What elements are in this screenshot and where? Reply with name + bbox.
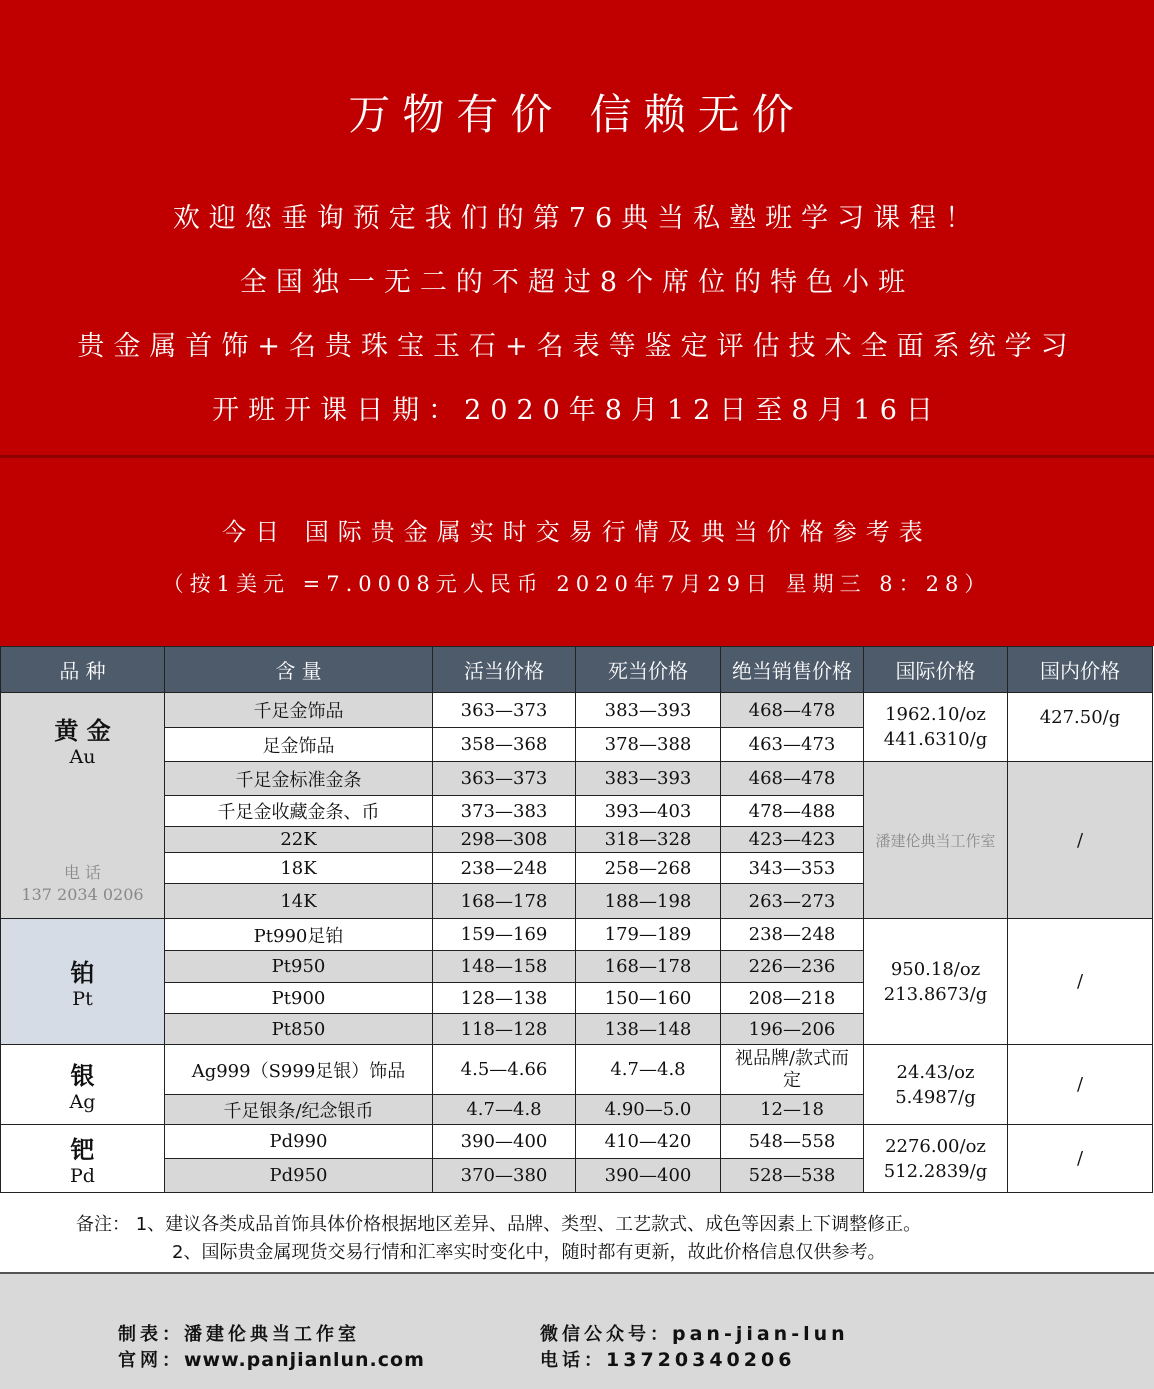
table-title: 今日 国际贵金属实时交易行情及典当价格参考表	[222, 518, 932, 546]
gold-intl-price-cell	[864, 693, 1008, 762]
dead-price-cell: 168—178	[576, 951, 721, 983]
col-header-content: 含 量	[165, 647, 433, 693]
live-price-cell: 363—373	[433, 762, 576, 796]
sale-price-cell: 343—353	[721, 853, 864, 884]
gold-phone-label: 电 话	[63, 863, 102, 882]
phone-row	[540, 1346, 795, 1372]
promo-line-3: 贵金属首饰+名贵珠宝玉石+名表等鉴定评估技术全面系统学习	[77, 331, 1077, 362]
content-cell: Pd990	[165, 1125, 433, 1159]
gold-intl-g: 441.6310/g	[883, 729, 988, 750]
live-price-cell: 128—138	[433, 983, 576, 1014]
dead-price-cell: 383—393	[576, 762, 721, 796]
live-price-cell: 148—158	[433, 951, 576, 983]
silver-name: 银	[70, 1062, 95, 1090]
dead-price-cell: 4.90—5.0	[576, 1095, 721, 1125]
dead-price-cell: 410—420	[576, 1125, 721, 1159]
sale-price-cell: 263—273	[721, 884, 864, 919]
live-price-cell: 370—380	[433, 1159, 576, 1193]
live-price-cell: 373—383	[433, 796, 576, 827]
col-header-sale-price: 绝当销售价格	[721, 647, 864, 693]
dead-price-cell: 258—268	[576, 853, 721, 884]
promo-banner	[0, 0, 1154, 455]
phone-number: 13720340206	[606, 1349, 796, 1371]
sale-price-cell: 468—478	[721, 762, 864, 796]
content-cell: Pt950	[165, 951, 433, 983]
content-cell: 14K	[165, 884, 433, 919]
gold-name: 黄 金	[54, 717, 111, 745]
content-cell: Pt900	[165, 983, 433, 1014]
palladium-name: 钯	[70, 1136, 95, 1164]
silver-intl-oz: 24.43/oz	[896, 1061, 975, 1083]
silver-intl-g: 5.4987/g	[895, 1086, 976, 1108]
content-cell: 千足金标准金条	[165, 762, 433, 796]
dead-price-cell: 150—160	[576, 983, 721, 1014]
dead-price-cell: 179—189	[576, 919, 721, 951]
col-header-variety: 品 种	[1, 647, 165, 693]
silver-symbol: Ag	[69, 1091, 96, 1113]
table-row	[1, 1125, 1153, 1159]
sale-price-cell: 423—423	[721, 827, 864, 853]
sale-price-cell: 548—558	[721, 1125, 864, 1159]
sale-price-cell: 12—18	[721, 1095, 864, 1125]
col-header-live-pawn: 活当价格	[433, 647, 576, 693]
platinum-intl-oz: 950.18/oz	[890, 958, 981, 980]
price-table	[0, 646, 1153, 1193]
sale-price-cell: 196—206	[721, 1014, 864, 1045]
promo-line-2: 全国独一无二的不超过8个席位的特色小班	[239, 267, 915, 298]
slogan: 万物有价 信赖无价	[348, 90, 806, 139]
gold-domestic-price: 427.50/g	[1008, 693, 1153, 762]
gold-intl-oz: 1962.10/oz	[885, 704, 986, 725]
exchange-rate-line: （按1美元 =7.0008元人民币 2020年7月29日 星期三 8：28）	[162, 572, 992, 596]
maker-label: 制表：潘建伦典当工作室	[118, 1324, 360, 1345]
col-header-intl-price: 国际价格	[864, 647, 1008, 693]
table-header-row	[1, 647, 1153, 693]
dead-price-cell: 188—198	[576, 884, 721, 919]
dead-price-cell: 393—403	[576, 796, 721, 827]
live-price-cell: 238—248	[433, 853, 576, 884]
palladium-symbol: Pd	[70, 1165, 95, 1187]
live-price-cell: 118—128	[433, 1014, 576, 1045]
sale-price-cell: 视品牌/款式而定	[721, 1045, 864, 1095]
content-cell: 足金饰品	[165, 728, 433, 762]
gold-domestic-slash: /	[1008, 762, 1153, 919]
gold-cell	[1, 693, 165, 919]
dead-price-cell: 138—148	[576, 1014, 721, 1045]
content-cell: Pd950	[165, 1159, 433, 1193]
platinum-symbol: Pt	[72, 988, 93, 1010]
live-price-cell: 4.5—4.66	[433, 1045, 576, 1095]
sale-price-cell: 463—473	[721, 728, 864, 762]
palladium-intl-oz: 2276.00/oz	[885, 1135, 986, 1157]
content-cell: 千足银条/纪念银币	[165, 1095, 433, 1125]
content-cell: 22K	[165, 827, 433, 853]
content-cell: 18K	[165, 853, 433, 884]
silver-cell	[1, 1045, 165, 1125]
table-row	[1, 762, 1153, 796]
gold-symbol: Au	[69, 746, 96, 768]
dead-price-cell: 318—328	[576, 827, 721, 853]
footer	[0, 1272, 1154, 1389]
dead-price-cell: 378—388	[576, 728, 721, 762]
platinum-domestic-price: /	[1008, 919, 1153, 1045]
content-cell: Ag999（S999足银）饰品	[165, 1045, 433, 1095]
live-price-cell: 390—400	[433, 1125, 576, 1159]
sale-price-cell: 478—488	[721, 796, 864, 827]
website-label: 官网：	[118, 1350, 184, 1371]
sale-price-cell: 238—248	[721, 919, 864, 951]
promo-line-1: 欢迎您垂询预定我们的第76典当私塾班学习课程！	[172, 203, 982, 234]
live-price-cell: 358—368	[433, 728, 576, 762]
website-link[interactable]: www.panjianlun.com	[184, 1349, 425, 1371]
watermark-cell	[864, 762, 1008, 919]
platinum-intl-g: 213.8673/g	[883, 983, 988, 1005]
table-row	[1, 1045, 1153, 1095]
palladium-cell	[1, 1125, 165, 1193]
dead-price-cell: 383—393	[576, 693, 721, 728]
silver-domestic-price: /	[1008, 1045, 1153, 1125]
promo-line-4: 开班开课日期：2020年8月12日至8月16日	[212, 395, 942, 426]
content-cell: 千足金收藏金条、币	[165, 796, 433, 827]
live-price-cell: 168—178	[433, 884, 576, 919]
col-header-domestic-price: 国内价格	[1008, 647, 1153, 693]
live-price-cell: 363—373	[433, 693, 576, 728]
note-line-1: 备注： 1、建议各类成品首饰具体价格根据地区差异、品牌、类型、工艺款式、成色等因素上下调整修正。	[76, 1214, 922, 1235]
table-row	[1, 693, 1153, 728]
gold-phone-number: 137 2034 0206	[21, 885, 144, 904]
silver-intl-price-cell	[864, 1045, 1008, 1125]
table-header-banner	[0, 458, 1154, 646]
content-cell: Pt850	[165, 1014, 433, 1045]
platinum-name: 铂	[70, 959, 95, 987]
notes-section	[0, 1194, 1154, 1270]
note-line-2: 2、国际贵金属现货交易行情和汇率实时变化中，随时都有更新，故此价格信息仅供参考。	[172, 1242, 886, 1263]
dead-price-cell: 4.7—4.8	[576, 1045, 721, 1095]
live-price-cell: 298—308	[433, 827, 576, 853]
wechat-label: 微信公众号：	[540, 1324, 672, 1345]
content-cell: 千足金饰品	[165, 693, 433, 728]
sale-price-cell: 208—218	[721, 983, 864, 1014]
platinum-intl-price-cell	[864, 919, 1008, 1045]
sale-price-cell: 226—236	[721, 951, 864, 983]
wechat-account: pan-jian-lun	[672, 1323, 849, 1345]
wechat-row	[540, 1320, 849, 1346]
platinum-cell	[1, 919, 165, 1045]
col-header-dead-pawn: 死当价格	[576, 647, 721, 693]
sale-price-cell: 528—538	[721, 1159, 864, 1193]
table-row	[1, 919, 1153, 951]
live-price-cell: 159—169	[433, 919, 576, 951]
palladium-intl-price-cell	[864, 1125, 1008, 1193]
content-cell: Pt990足铂	[165, 919, 433, 951]
studio-watermark: 潘建伦典当工作室	[875, 831, 996, 850]
website-row	[118, 1346, 425, 1372]
live-price-cell: 4.7—4.8	[433, 1095, 576, 1125]
palladium-intl-g: 512.2839/g	[883, 1160, 988, 1182]
palladium-domestic-price: /	[1008, 1125, 1153, 1193]
sale-price-cell: 468—478	[721, 693, 864, 728]
phone-label: 电话：	[540, 1350, 606, 1371]
dead-price-cell: 390—400	[576, 1159, 721, 1193]
